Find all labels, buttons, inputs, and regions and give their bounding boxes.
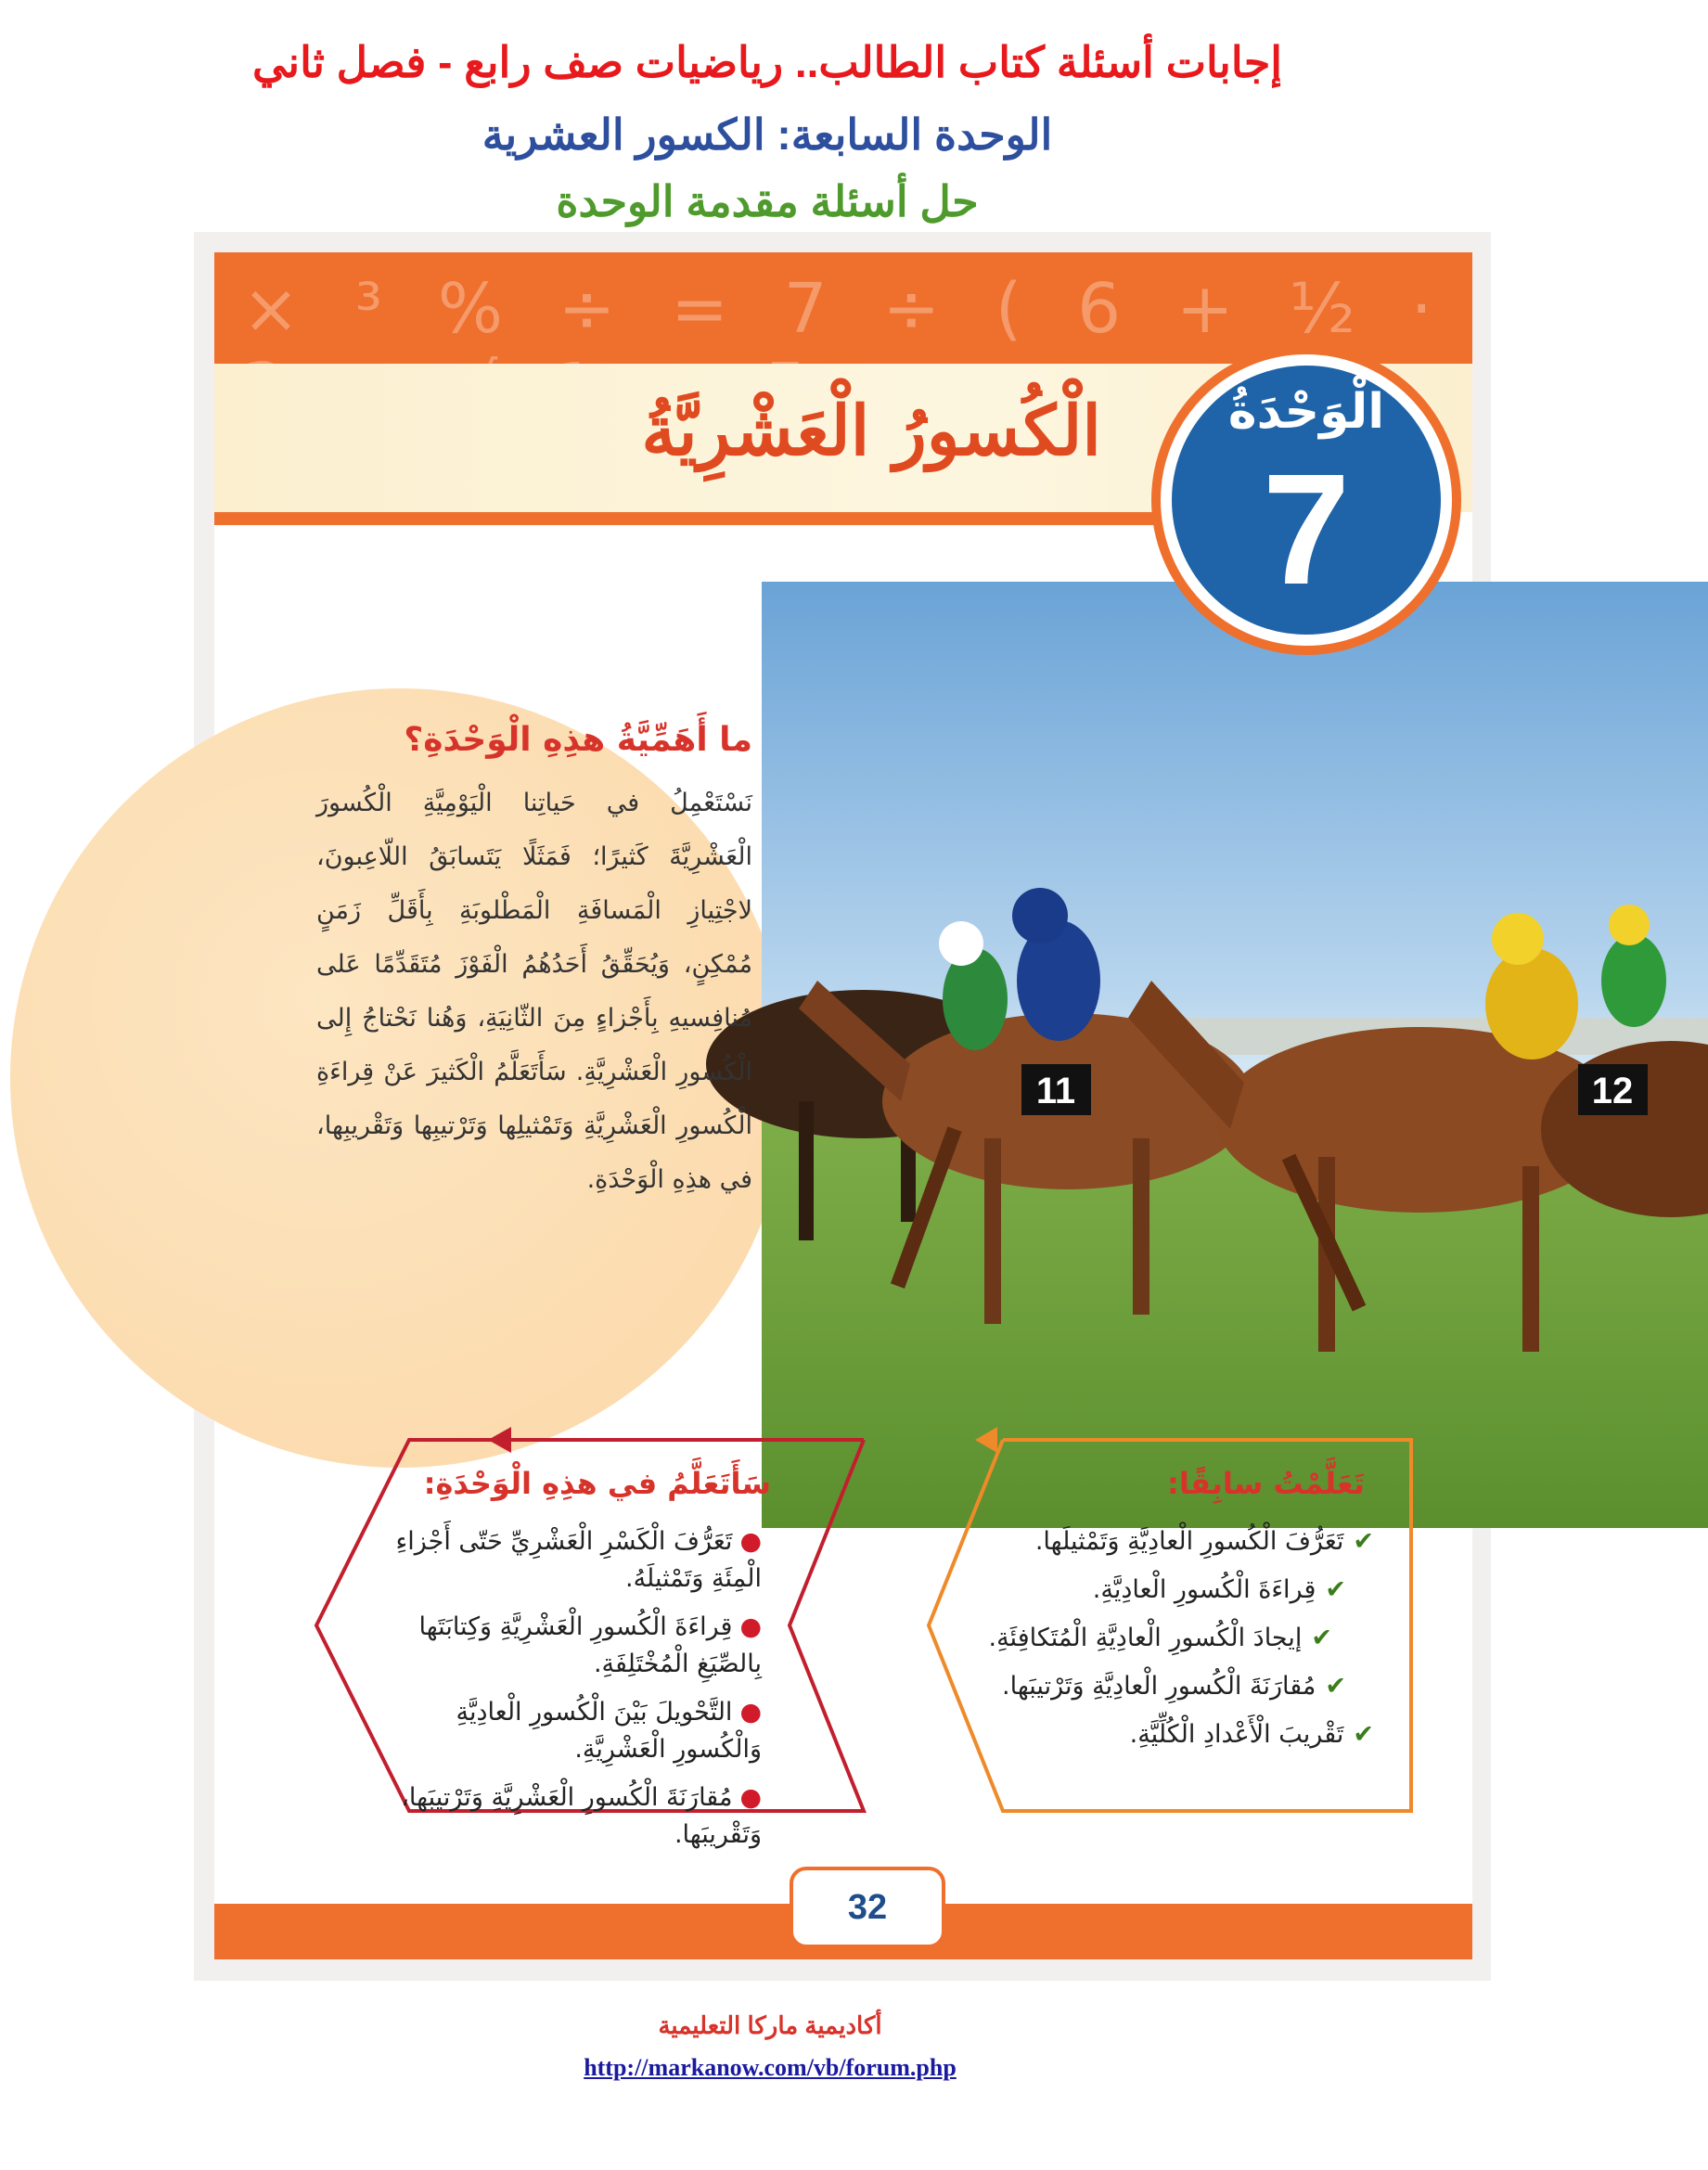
horses-illustration <box>762 582 1708 1528</box>
will-learn-title: سَأَتَعَلَّمُ في هذِهِ الْوَحْدَةِ: <box>423 1466 771 1501</box>
importance-body: نَسْتَعْمِلُ في حَياتِنا الْيَوْمِيَّةِ الْكُسورَ الْعَشْرِيَّةَ كَثيرًا؛ فَمَثَلًا يَتَسابَقُ اللّاعِبونَ، لاجْتِيازِ الْمَسافَةِ الْمَطْلوبَةِ بِأَقَلِّ زَمَنٍ مُمْكِنٍ، وَيُحَقِّقُ أَحَدُهُمُ الْفَوْزَ مُتَقَدِّمًا عَلى مُنافِسيهِ بِأَجْزاءٍ مِنَ الثّانِيَةِ، وَهُنا نَحْتاجُ إِلى الْكُسورِ الْعَشْرِيَّةِ. سَأَتَعَلَّمُ الْكَثيرَ عَنْ قِراءَةِ الْكُسورِ الْعَشْرِيَّةِ وَتَمْثيلِها وَتَرْتيبِها وَتَقْريبِها، في هذِهِ الْوَحْدَةِ. <box>316 789 752 1194</box>
unit-badge <box>1161 354 1452 646</box>
bullet-icon: ● <box>739 1783 762 1812</box>
list-item: ●مُقارَنَةَ الْكُسورِ الْعَشْرِيَّةِ وَتَرْتيبَها، وَتَقْريبَها. <box>401 1783 762 1849</box>
importance-title: ما أَهَمِّيَّةُ هذِهِ الْوَحْدَةِ؟ <box>404 721 752 759</box>
list-item: ✔قِراءَةَ الْكُسورِ الْعادِيَّةِ. <box>1092 1575 1346 1604</box>
check-icon: ✔ <box>1353 1527 1374 1556</box>
top-orange-band <box>214 252 1472 364</box>
page-inner <box>214 252 1634 1959</box>
list-item: ✔تَقْريبَ الْأَعْدادِ الْكُلِّيَّةِ. <box>1129 1720 1374 1749</box>
unit-number: 7 <box>1262 442 1351 618</box>
math-symbols-watermark: × ³ % ÷ = 7 ÷ ( 6 + ½ · <box>242 269 1450 349</box>
bullet-icon: ● <box>739 1612 762 1641</box>
list-item: ✔إيجادَ الْكُسورِ الْعادِيَّةِ الْمُتَكافِئَةِ. <box>988 1624 1332 1652</box>
header-title: إجابات أسئلة كتاب الطالب.. رياضيات صف رابع - فصل ثاني <box>251 38 1283 86</box>
section-heading: حل أسئلة مقدمة الوحدة <box>556 177 979 225</box>
banner-underline <box>214 512 1179 525</box>
check-icon: ✔ <box>1325 1672 1346 1701</box>
bullet-icon: ● <box>739 1527 762 1556</box>
check-icon: ✔ <box>1311 1624 1332 1652</box>
learned-before-box <box>919 1431 1420 1820</box>
saddle-number-11: 11 <box>1035 1071 1076 1111</box>
unit-label: الْوَحْدَةُ <box>1227 384 1385 440</box>
footer-academy: أكاديمية ماركا التعليمية <box>658 2011 882 2039</box>
saddle-number-12: 12 <box>1591 1071 1634 1111</box>
list-item: ●تَعَرُّفَ الْكَسْرِ الْعَشْرِيِّ حَتّى أَجْزاءِ الْمِئَةِ وَتَمْثيلَهُ. <box>395 1527 762 1593</box>
list-item: ✔تَعَرُّفَ الْكُسورِ الْعادِيَّةِ وَتَمْثيلَها. <box>1034 1527 1374 1556</box>
bullet-icon: ● <box>739 1698 762 1727</box>
footer-link[interactable]: http://markanow.com/vb/forum.php <box>584 2054 957 2081</box>
learned-before-list <box>984 1523 1374 1765</box>
check-icon: ✔ <box>1353 1720 1374 1749</box>
list-item: ✔مُقارَنَةَ الْكُسورِ الْعادِيَّةِ وَتَرْتيبَها. <box>1002 1672 1346 1701</box>
horse-race-photo <box>762 582 1708 1528</box>
list-item: ●التَّحْويلَ بَيْنَ الْكُسورِ الْعادِيَّةِ وَالْكُسورِ الْعَشْرِيَّةِ. <box>456 1698 762 1764</box>
page-number: 32 <box>790 1867 945 1948</box>
list-item: ●قِراءَةَ الْكُسورِ الْعَشْرِيَّةِ وَكِتابَتَها بِالصِّيَغِ الْمُخْتَلِفَةِ. <box>418 1612 762 1678</box>
learned-before-title: تَعَلَّمْتُ سابِقًا: <box>1167 1466 1365 1501</box>
textbook-page <box>194 232 1634 1981</box>
will-learn-box <box>307 1431 873 1849</box>
unit-heading: الوحدة السابعة: الكسور العشرية <box>482 110 1053 159</box>
will-learn-list <box>363 1523 762 1865</box>
check-icon: ✔ <box>1325 1575 1346 1604</box>
unit-title: الْكُسورُ الْعَشْرِيَّةُ <box>641 392 1101 471</box>
